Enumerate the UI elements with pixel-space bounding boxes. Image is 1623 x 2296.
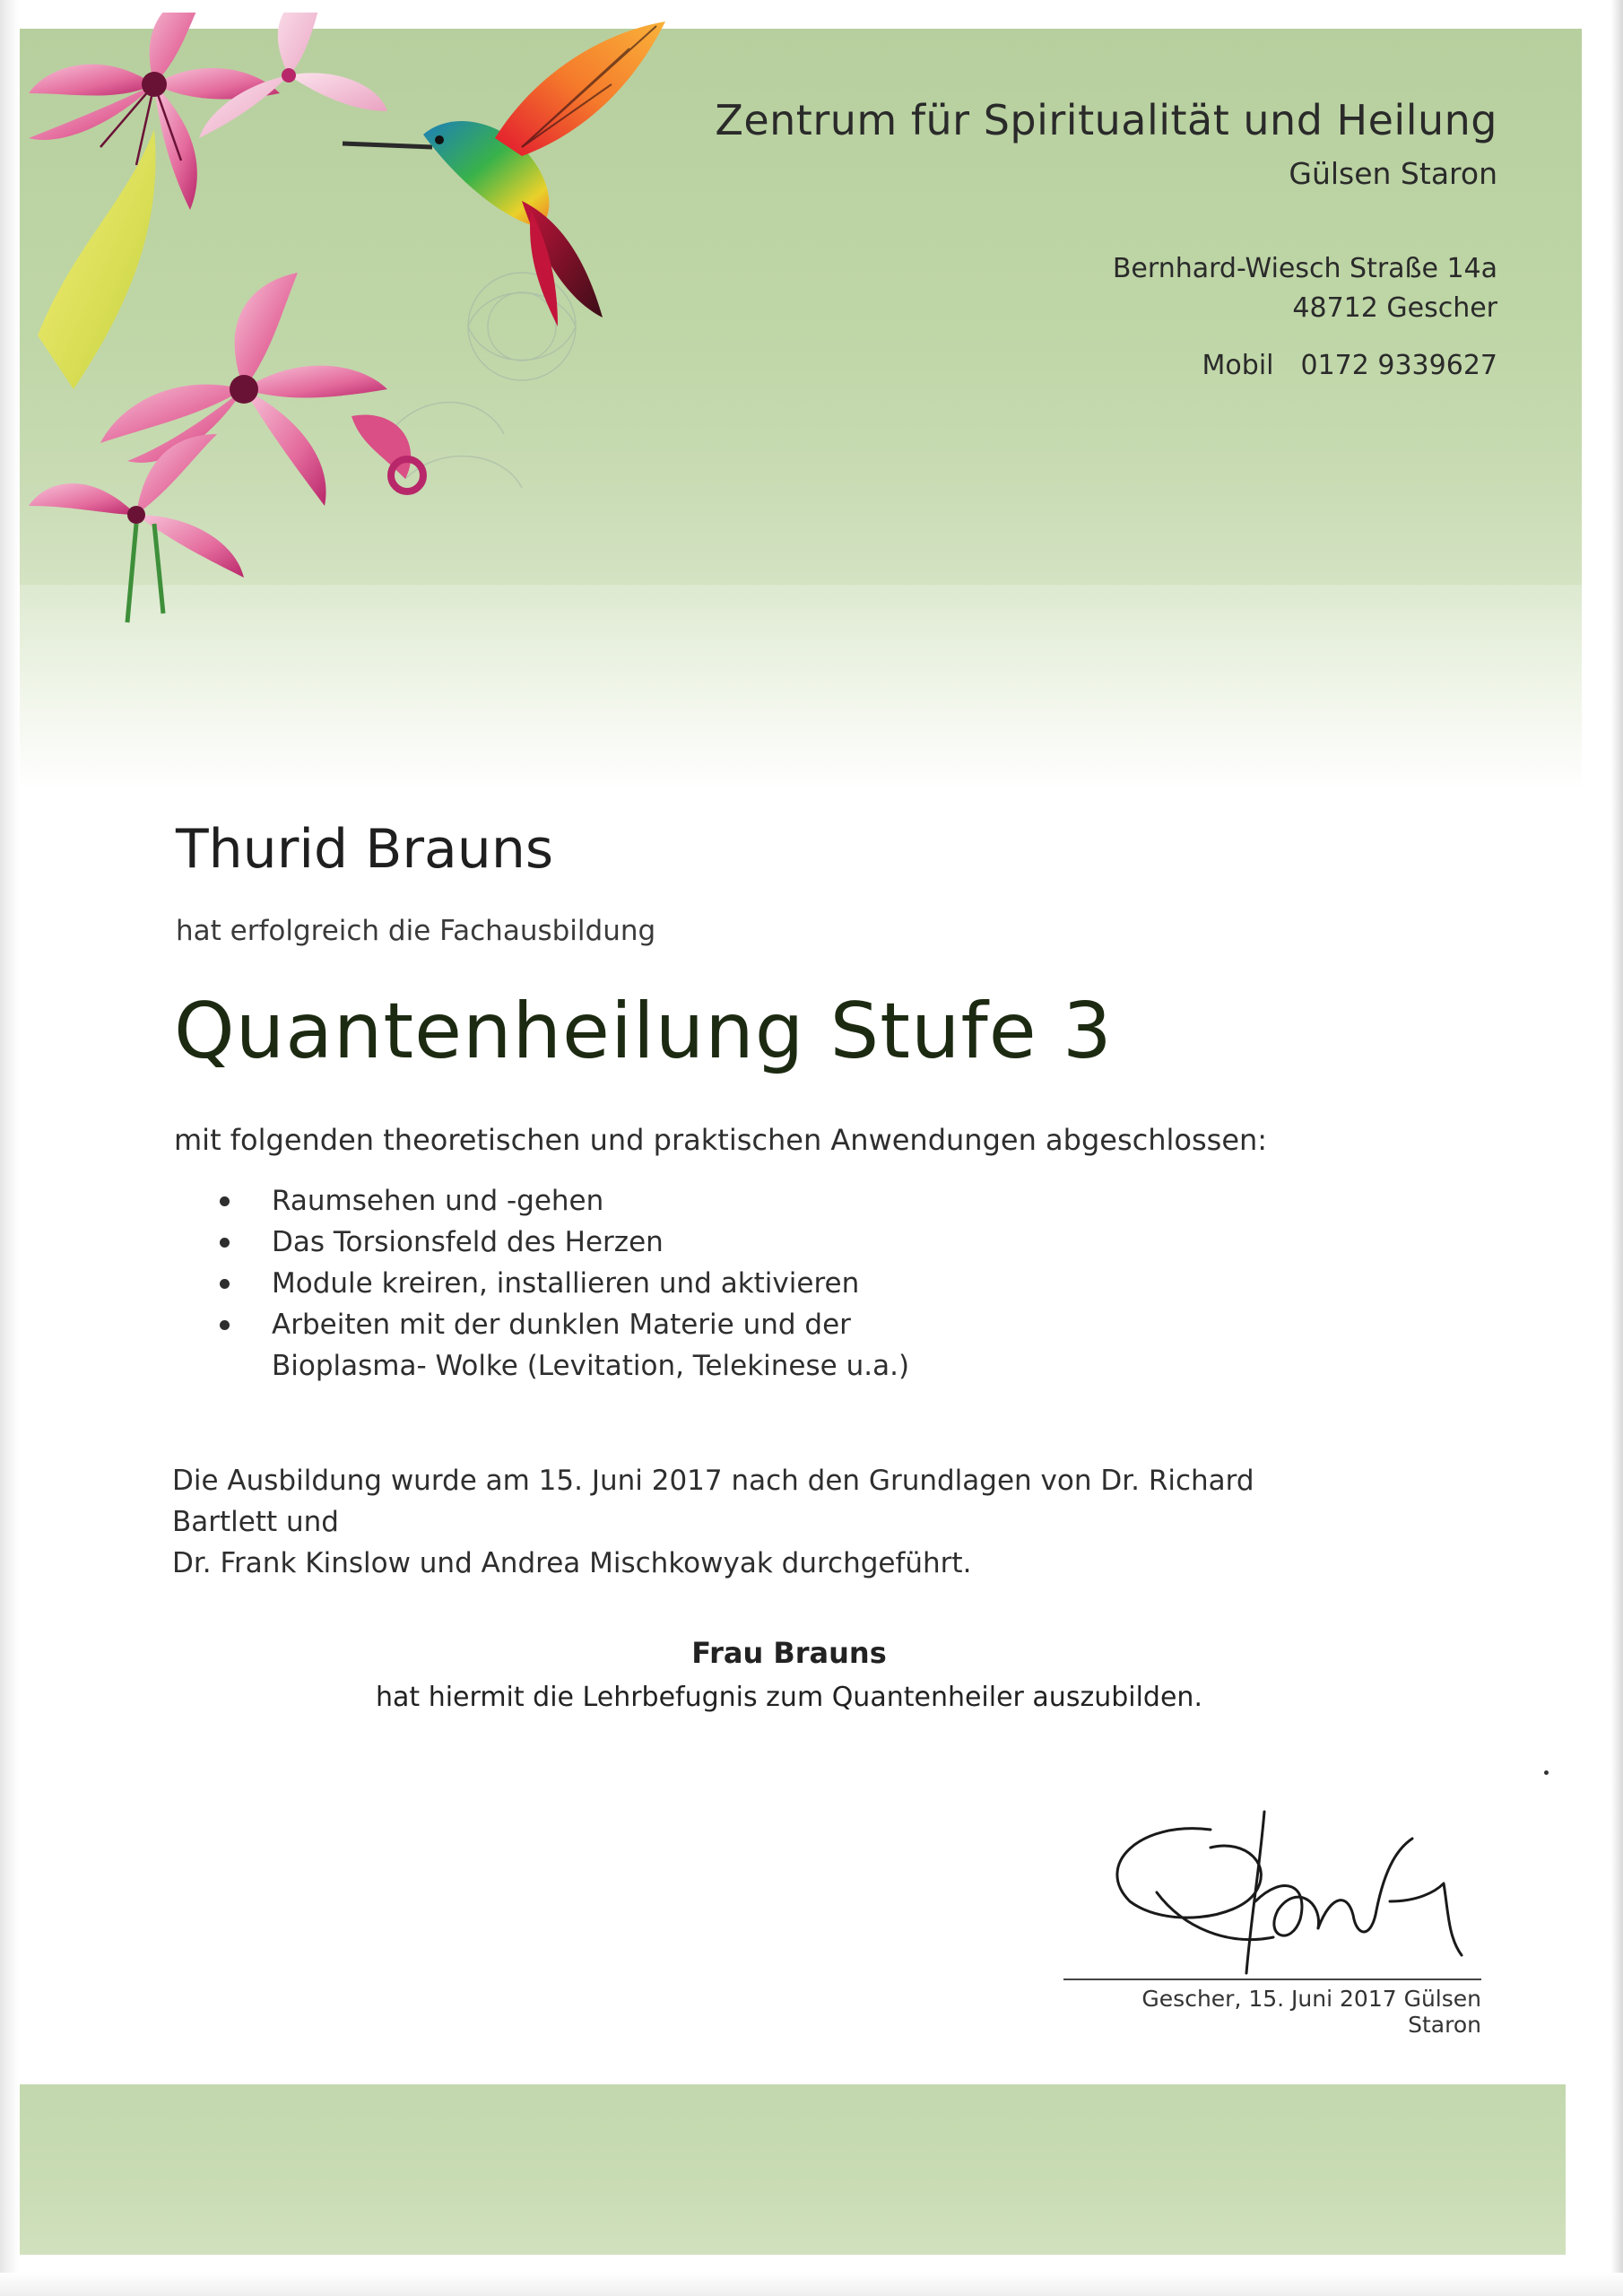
signature-caption: Gescher, 15. Juni 2017 Gülsen Staron xyxy=(1141,1986,1481,2038)
list-item xyxy=(220,1222,1116,1263)
bullet-icon xyxy=(220,1279,230,1289)
intro-text: hat erfolgreich die Fachausbildung xyxy=(176,915,656,947)
topic-text-continued: Bioplasma- Wolke (Levitation, Telekinese u.a.) xyxy=(272,1350,910,1382)
floral-hummingbird-illustration xyxy=(20,13,701,766)
phone-number: 0172 9339627 xyxy=(1300,350,1497,381)
list-item xyxy=(220,1263,1116,1304)
topic-text: Raumsehen und -gehen xyxy=(272,1185,604,1217)
organization-city: 48712 Gescher xyxy=(1292,292,1497,324)
organization-name: Zentrum für Spiritualität und Heilung xyxy=(715,96,1497,144)
organization-block xyxy=(715,93,1497,386)
organization-phone xyxy=(715,346,1497,386)
training-basis-text xyxy=(172,1460,1338,1584)
authority-text: hat hiermit die Lehrbefugnis zum Quantenheiler auszubilden. xyxy=(376,1682,1202,1713)
organization-street: Bernhard-Wiesch Straße 14a xyxy=(1112,253,1497,284)
scan-edge-bottom xyxy=(0,2273,1623,2296)
teaching-authority xyxy=(269,1631,1309,1720)
course-title: Quantenheilung Stufe 3 xyxy=(174,987,1113,1076)
list-item xyxy=(220,1304,1116,1387)
basis-line: Dr. Frank Kinslow und Andrea Mischkowyak durchgeführt. xyxy=(172,1547,972,1579)
basis-line: Die Ausbildung wurde am 15. Juni 2017 nach den Grundlagen von Dr. Richard Bartlett und xyxy=(172,1465,1254,1538)
scan-edge-right xyxy=(1610,0,1623,2296)
scan-edge-left xyxy=(0,0,20,2296)
bullet-icon xyxy=(220,1238,230,1248)
topic-text: Das Torsionsfeld des Herzen xyxy=(272,1226,664,1258)
list-item xyxy=(220,1180,1116,1222)
bullet-icon xyxy=(220,1196,230,1206)
handwritten-signature xyxy=(1103,1794,1488,1982)
footer-band xyxy=(20,2084,1566,2255)
topic-text: Arbeiten mit der dunklen Materie und der xyxy=(272,1309,851,1341)
topics-lead-text: mit folgenden theoretischen und praktischen Anwendungen abgeschlossen: xyxy=(174,1123,1268,1157)
scan-speck xyxy=(1544,1770,1549,1775)
topic-text: Module kreiren, installieren und aktivieren xyxy=(272,1267,860,1300)
recipient-name: Thurid Brauns xyxy=(176,818,554,881)
bullet-icon xyxy=(220,1320,230,1330)
topics-list xyxy=(220,1180,1116,1387)
organization-owner: Gülsen Staron xyxy=(1289,156,1497,191)
signature-line xyxy=(1063,1979,1481,1980)
phone-label: Mobil xyxy=(1202,350,1274,381)
authority-name: Frau Brauns xyxy=(691,1636,887,1670)
